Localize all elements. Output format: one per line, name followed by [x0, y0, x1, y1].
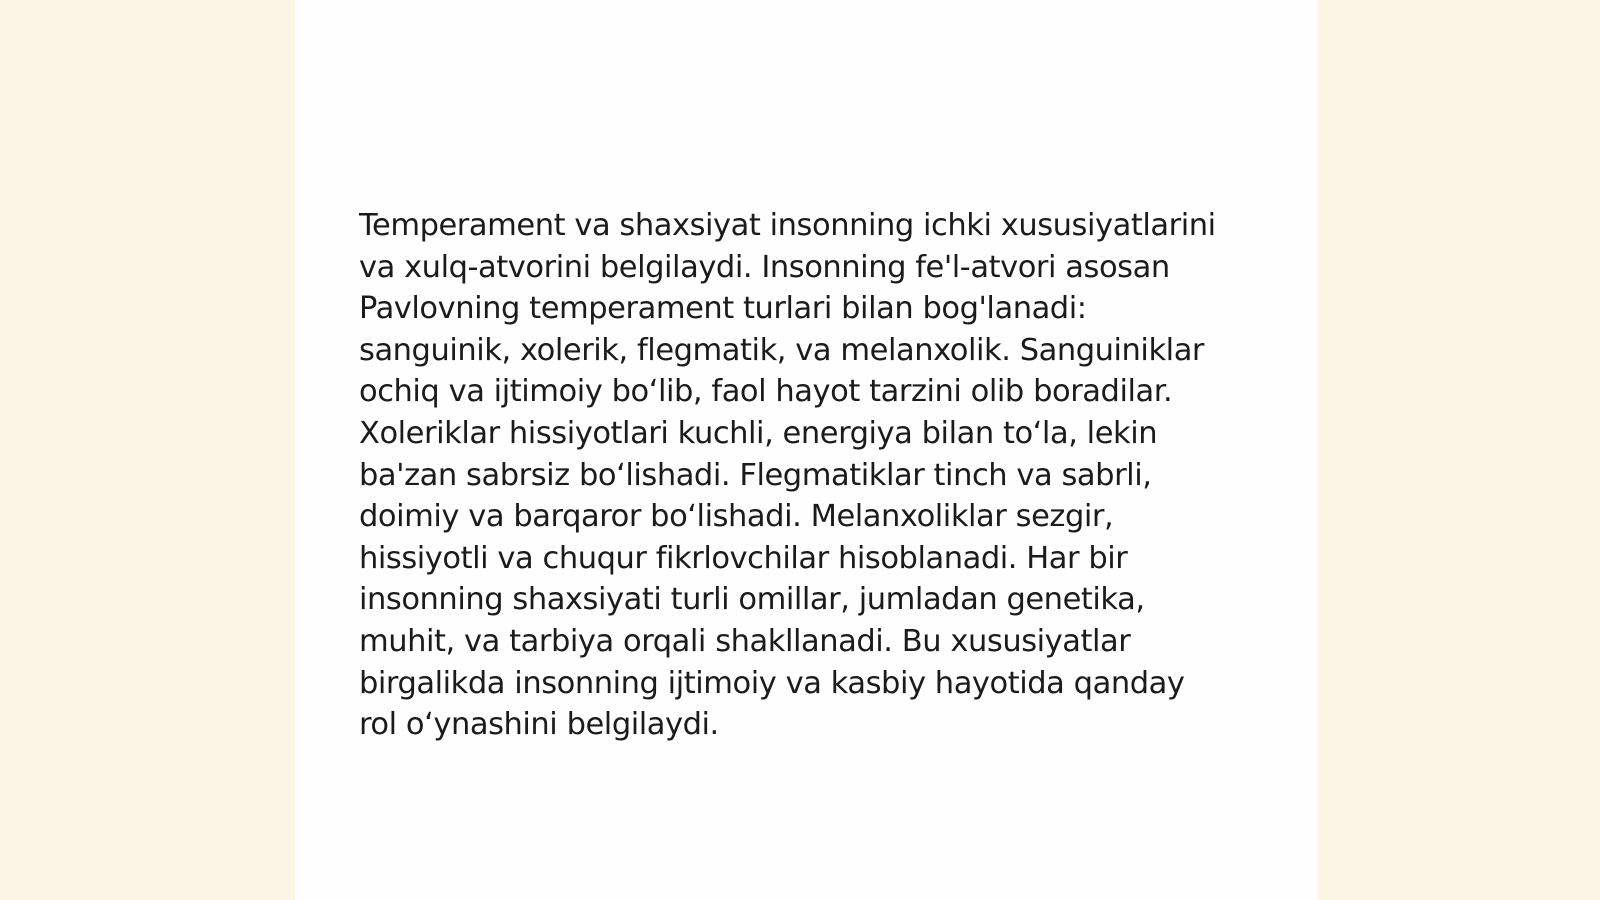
right-margin-panel [1318, 0, 1600, 900]
body-paragraph: Temperament va shaxsiyat insonning ichki xususiyatlarini va xulq-atvorini belgilaydi. Insonning fe'l-atvori asosan Pavlovning temperament turlari bilan bog'lanadi: sanguinik, xolerik, flegmatik, va melanxolik. Sanguiniklar ochiq va ijtimoiy bo‘lib, faol hayot tarzini olib boradilar. Xoleriklar hissiyotlari kuchli, energiya bilan to‘la, lekin ba'zan sabrsiz bo‘lishadi. Flegmatiklar tinch va sabrli, doimiy va barqaror bo‘lishadi. Melanxoliklar sezgir, hissiyotli va chuqur fikrlovchilar hisoblanadi. Har bir insonning shaxsiyati turli omillar, jumladan genetika, muhit, va tarbiya orqali shakllanadi. Bu xususiyatlar birgalikda insonning ijtimoiy va kasbiy hayotida qanday rol o‘ynashini belgilaydi. [359, 208, 1216, 743]
slide-page [295, 0, 1318, 900]
left-margin-panel [0, 0, 295, 900]
